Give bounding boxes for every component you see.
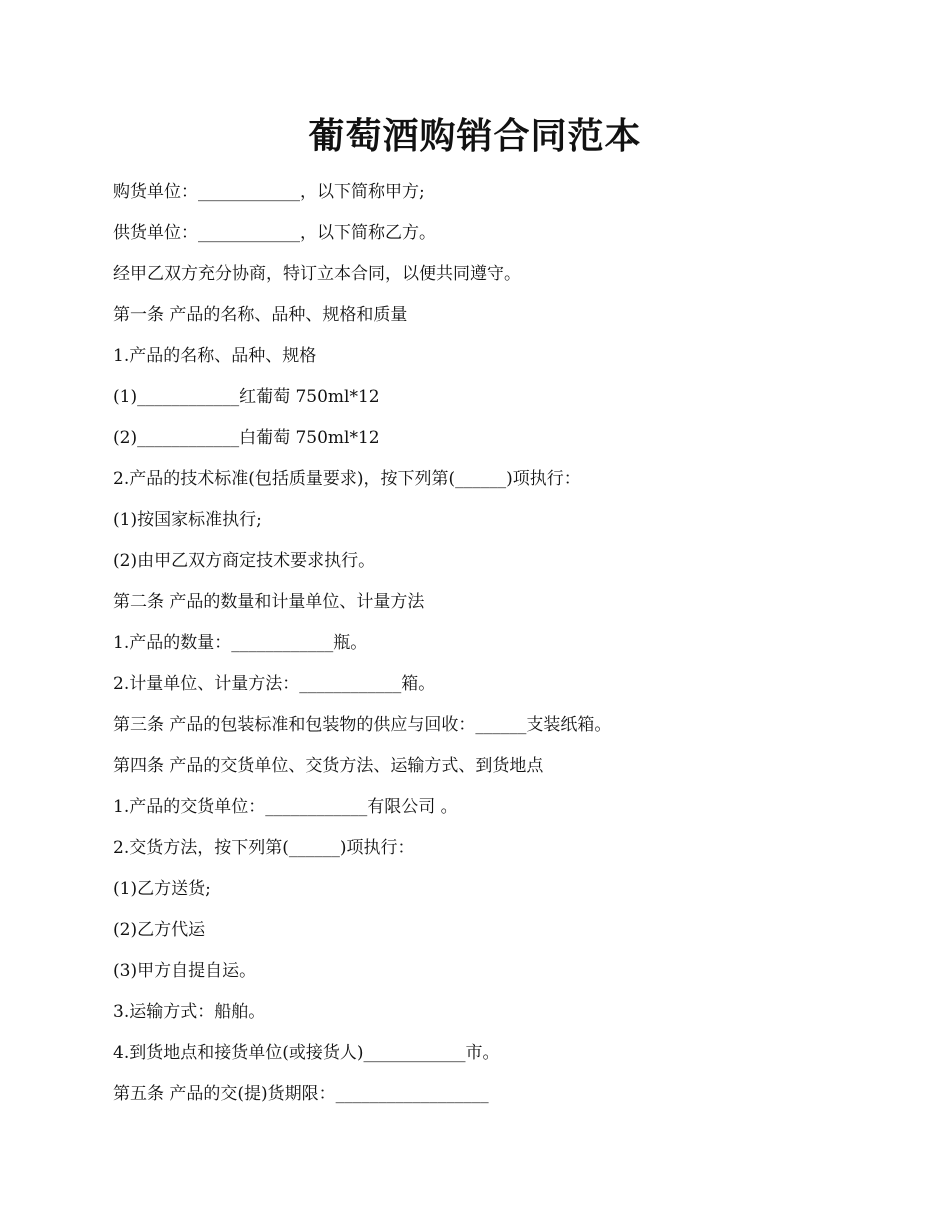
technical-standard-line: 2.产品的技术标准(包括质量要求)，按下列第(______)项执行： xyxy=(113,469,581,489)
delivery-option-2: (2)乙方代运 xyxy=(113,920,206,940)
product-white-wine: (2)____________白葡萄 750ml*12 xyxy=(113,428,380,448)
agreement-intro: 经甲乙双方充分协商，特订立本合同，以便共同遵守。 xyxy=(113,264,521,284)
delivery-option-3: (3)甲方自提自运。 xyxy=(113,961,257,981)
article-4-heading: 第四条 产品的交货单位、交货方法、运输方式、到货地点 xyxy=(113,756,544,776)
article-5-heading: 第五条 产品的交(提)货期限：__________________ xyxy=(113,1084,489,1104)
document-title: 葡萄酒购销合同范本 xyxy=(308,115,642,157)
product-red-wine: (1)____________红葡萄 750ml*12 xyxy=(113,387,380,407)
destination-line: 4.到货地点和接货单位(或接货人)____________市。 xyxy=(113,1043,500,1063)
article-1-item-1: 1.产品的名称、品种、规格 xyxy=(113,346,317,366)
supplier-line: 供货单位：____________，以下简称乙方。 xyxy=(113,223,436,243)
measurement-line: 2.计量单位、计量方法：____________箱。 xyxy=(113,674,436,694)
standard-option-2: (2)由甲乙双方商定技术要求执行。 xyxy=(113,551,376,571)
delivery-method-line: 2.交货方法，按下列第(______)项执行： xyxy=(113,838,415,858)
delivery-option-1: (1)乙方送货; xyxy=(113,879,211,899)
document-body xyxy=(113,178,873,1121)
article-2-heading: 第二条 产品的数量和计量单位、计量方法 xyxy=(113,592,425,612)
standard-option-1: (1)按国家标准执行; xyxy=(113,510,262,530)
delivery-unit-line: 1.产品的交货单位：____________有限公司 。 xyxy=(113,797,458,817)
transport-method-line: 3.运输方式：船舶。 xyxy=(113,1002,266,1022)
quantity-line: 1.产品的数量：____________瓶。 xyxy=(113,633,368,653)
article-1-heading: 第一条 产品的名称、品种、规格和质量 xyxy=(113,305,408,325)
buyer-line: 购货单位：____________，以下简称甲方; xyxy=(113,182,425,202)
article-3-heading: 第三条 产品的包装标准和包装物的供应与回收：______支装纸箱。 xyxy=(113,715,612,735)
